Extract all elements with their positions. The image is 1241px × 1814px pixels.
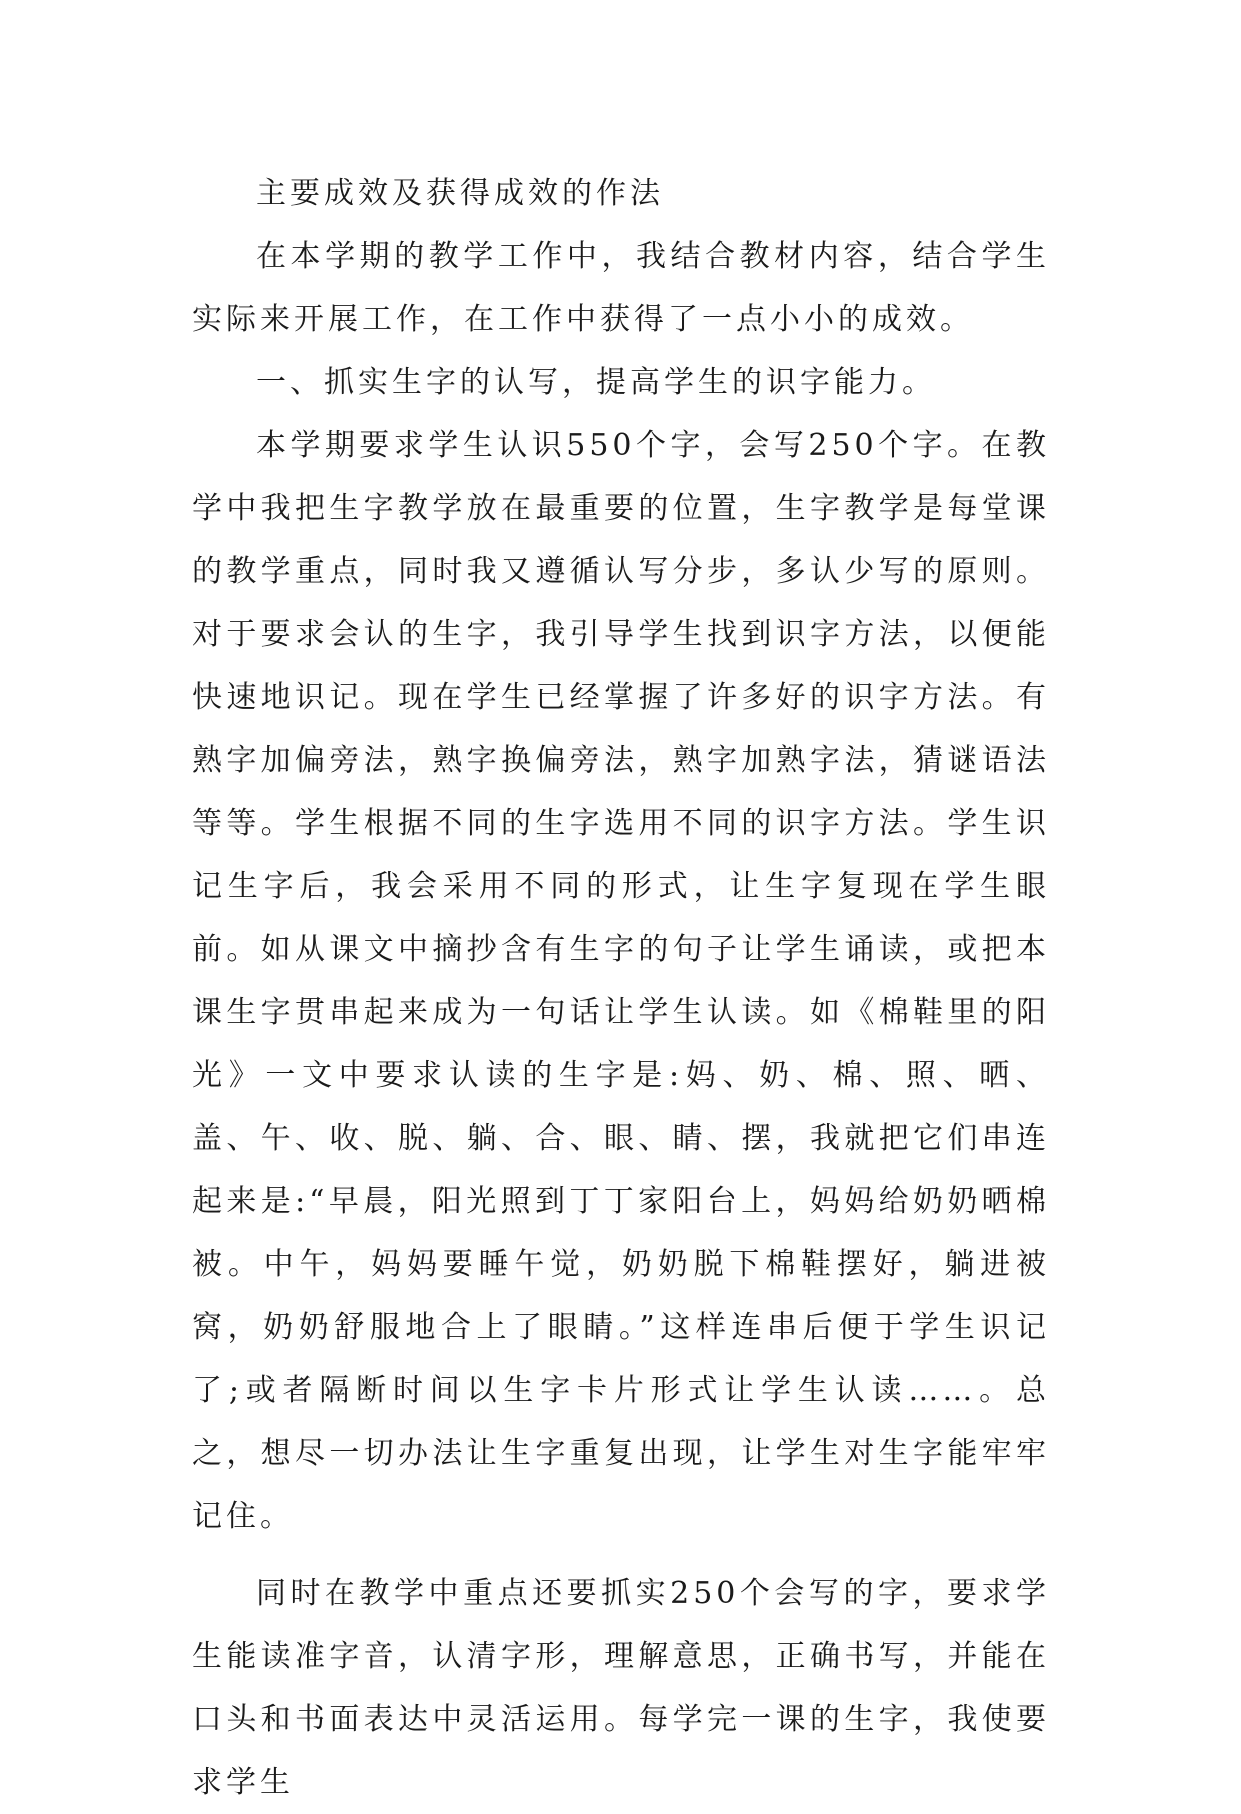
body-paragraph: 同时在教学中重点还要抓实250个会写的字，要求学生能读准字音，认清字形，理解意思，正确书写，并能在口头和书面表达中灵活运用。每学完一课的生字，我使要求学生 — [192, 1576, 1050, 1800]
body-paragraph: 本学期要求学生认识550个字，会写250个字。在教学中我把生字教学放在最重要的位置，生字教学是每堂课的教学重点，同时我又遵循认写分步，多认少写的原则。对于要求会认的生字，我引导学生找到识字方法，以便能快速地识记。现在学生已经掌握了许多好的识字方法。有熟字加偏旁法，熟字换偏旁法，熟字加熟字法，猜谜语法等等。学生根据不同的生字选用不同的识字方法。学生识记生字后，我会采用不同的形式，让生字复现在学生眼前。如从课文中摘抄含有生字的句子让学生诵读，或把本课生字贯串起来成为一句话让学生认读。如《棉鞋里的阳光》一文中要求认读的生字是:妈、奶、棉、照、晒、盖、午、收、脱、躺、合、眼、睛、摆，我就把它们串连起来是:“早晨，阳光照到丁丁家阳台上，妈妈给奶奶晒棉被。中午，妈妈要睡午觉，奶奶脱下棉鞋摆好，躺进被窝，奶奶舒服地合上了眼睛。”这样连串后便于学生识记了;或者隔断时间以生字卡片形式让学生认读……。总之，想尽一切办法让生字重复出现，让学生对生字能牢牢记住。 — [192, 428, 1050, 1534]
document-body — [192, 162, 1050, 1814]
section-heading: 主要成效及获得成效的作法 — [256, 176, 664, 211]
subsection-heading: 一、抓实生字的认写，提高学生的识字能力。 — [256, 365, 936, 400]
intro-paragraph: 在本学期的教学工作中，我结合教材内容，结合学生实际来开展工作，在工作中获得了一点小小的成效。 — [192, 239, 1050, 337]
